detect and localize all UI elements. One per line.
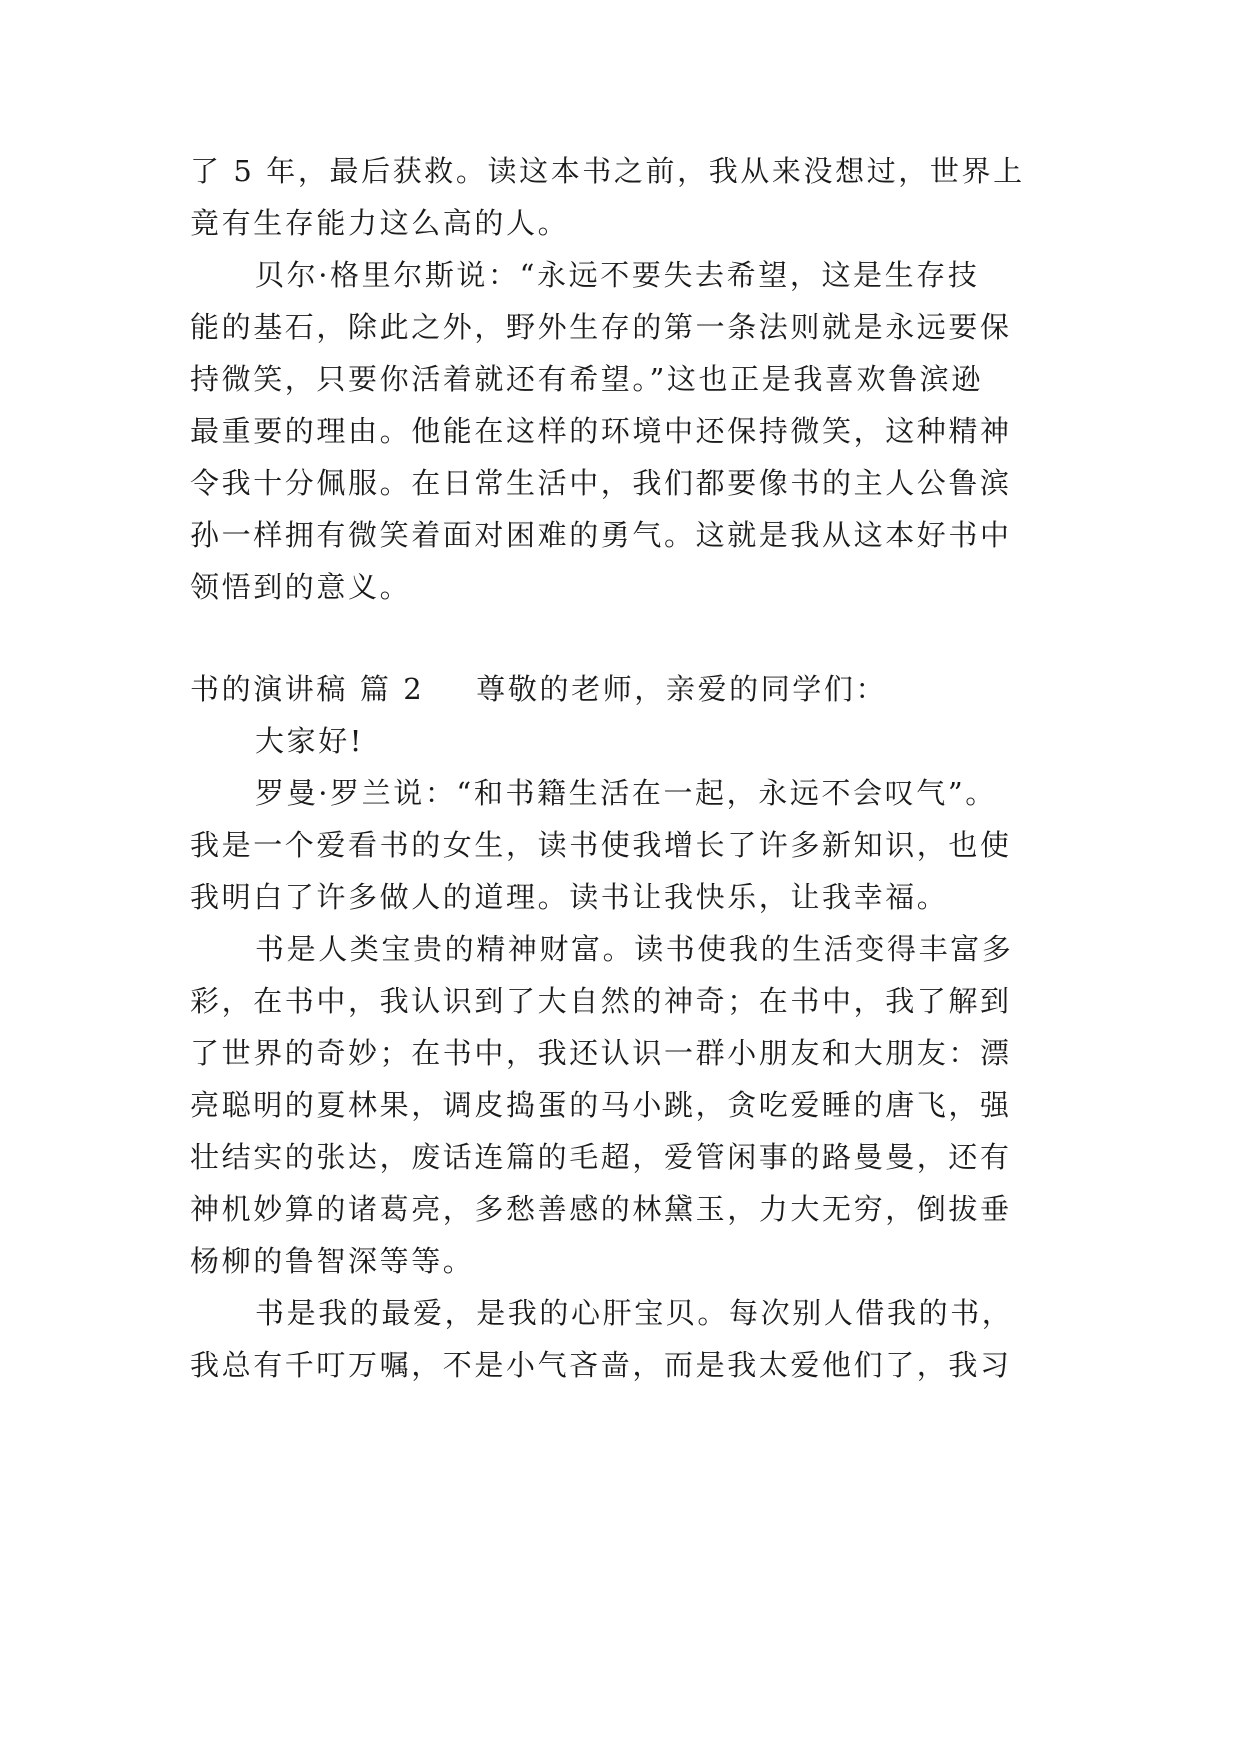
text-line: 了世界的奇妙；在书中，我还认识一群小朋友和大朋友：漂 <box>190 1036 1012 1070</box>
section-heading-row <box>190 669 1070 709</box>
text-line: 杨柳的鲁智深等等。 <box>190 1244 475 1278</box>
text-line: 书是我的最爱，是我的心肝宝贝。每次别人借我的书， <box>255 1296 1014 1330</box>
text-line: 了 5 年，最后获救。读这本书之前，我从来没想过，世界上 <box>190 154 1025 188</box>
text-line: 壮结实的张达，废话连篇的毛超，爱管闲事的路曼曼，还有 <box>190 1140 1012 1174</box>
greeting: 大家好! <box>255 724 365 758</box>
text-line: 持微笑，只要你活着就还有希望。”这也正是我喜欢鲁滨逊 <box>190 362 983 396</box>
text-line: 贝尔·格里尔斯说：“永远不要失去希望，这是生存技 <box>255 258 980 292</box>
text-line: 最重要的理由。他能在这样的环境中还保持微笑，这种精神 <box>190 414 1012 448</box>
text-line: 竟有生存能力这么高的人。 <box>190 206 570 240</box>
text-line: 孙一样拥有微笑着面对困难的勇气。这就是我从这本好书中 <box>190 518 1012 552</box>
text-line: 我明白了许多做人的道理。读书让我快乐，让我幸福。 <box>190 880 949 914</box>
text-line: 令我十分佩服。在日常生活中，我们都要像书的主人公鲁滨 <box>190 466 1012 500</box>
text-line: 亮聪明的夏林果，调皮捣蛋的马小跳，贪吃爱睡的唐飞，强 <box>190 1088 1012 1122</box>
text-line: 书是人类宝贵的精神财富。读书使我的生活变得丰富多 <box>255 932 1014 966</box>
section-heading: 书的演讲稿 篇 2 <box>190 672 425 706</box>
text-line: 罗曼·罗兰说：“和书籍生活在一起，永远不会叹气”。 <box>255 776 997 810</box>
text-line: 能的基石，除此之外，野外生存的第一条法则就是永远要保 <box>190 310 1012 344</box>
text-line: 我是一个爱看书的女生，读书使我增长了许多新知识，也使 <box>190 828 1012 862</box>
text-line: 彩，在书中，我认识到了大自然的神奇；在书中，我了解到 <box>190 984 1012 1018</box>
salutation: 尊敬的老师，亲爱的同学们： <box>476 672 888 706</box>
text-line: 我总有千叮万嘱，不是小气吝啬，而是我太爱他们了，我习 <box>190 1348 1012 1382</box>
text-line: 领悟到的意义。 <box>190 570 412 604</box>
text-line: 神机妙算的诸葛亮，多愁善感的林黛玉，力大无穷，倒拔垂 <box>190 1192 1012 1226</box>
